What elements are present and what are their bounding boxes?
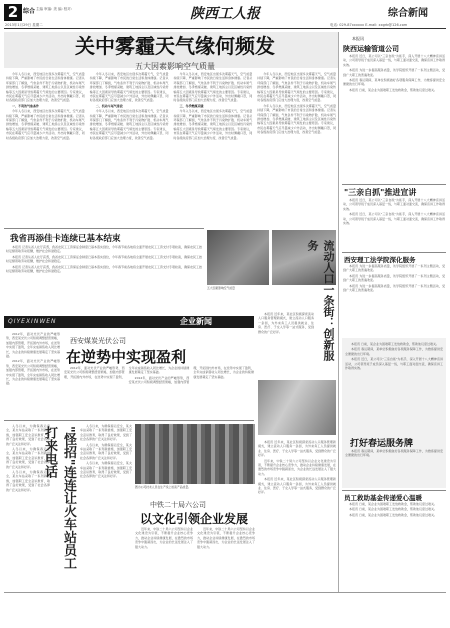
masthead-rule <box>4 28 446 29</box>
left-story-body: 本报讯 记者从省人社厅获悉，我省农民工工资保证金制度已基本落实到位，今年春节前各地将全面开展农民工工资支付专项检查，确保农民工按时足额领取劳动报酬，维护社会和谐稳定。 本报讯 记者从省人社厅获悉，我省农民工工资保证金制度已基本落实到位，今年春节前各地将全面开展农民工工资支付专项检查，确保农民工按时足额领取劳动报酬，维护社会和谐稳定。 本报讯 记者从省人社厅获悉，我省农民工工资保证金制度已基本落实到位，今年春节前各地将全面开展农民工工资支付专项检查，确保农民工按时足额领取劳动报酬，维护社会和谐稳定。 <box>6 245 202 274</box>
enterprise-headline: 在逆势中实现盈利 <box>66 348 187 366</box>
section-title: 综合新闻 <box>388 8 428 19</box>
rule-left-story <box>4 228 204 229</box>
bottom-left-text-b: 入冬以来，为确保春运安全，某火车站采取了一系列新措施，加强职工安全意识教育，取得了良好效果，受到了社会各界的广泛关注和好评。 入冬以来，为确保春运安全，某火车站采取了一系列新措施，加强职工安全意识教育，取得了良好效果，受到了社会各界的广泛关注和好评。 入冬以来，为确保春运安全，某火车站采取了一系列新措施，加强职工安全意识教育，取得了良好效果，受到了社会各界的广泛关注和好评。 <box>80 424 132 479</box>
enterprise-sub: 西安煤炭光伏公司 <box>70 337 126 345</box>
lead-sub2: 二、机动车尾气排放 <box>95 103 123 108</box>
lead-body-col4b: 今年入冬以来，西安地区出现多次雾霾天气，空气质量持续下降，严重影响了市民的日常生活和身体健康。记者从环保部门了解到，气象条件不利于污染物扩散、机动车尾气排放增加、冬季燃煤采暖、建筑工地扬尘以及区域性污染传输等五大因素是导致雾霾天气频发的主要原因。专家建议，市民在雾霾天气应尽量减少户外活动，外出时佩戴口罩，同时各级政府部门应加大治理力度，改善空气质量。 <box>257 103 336 135</box>
right-story2-headline: "三亲自抓"推进宣讲 <box>344 188 417 197</box>
masthead-subline-left: 2013年1月29日 星期二 <box>5 23 43 27</box>
right-story3-body: 本报讯 为进一步提高服务质量，该学院组织开展了一系列主题活动，受到广大职工的普遍欢迎。 本报讯 为进一步提高服务质量，该学院组织开展了一系列主题活动，受到广大职工的普遍欢迎。 本报讯 为进一步提高服务质量，该学院组织开展了一系列主题活动，受到广大职工的普遍欢迎。 <box>343 264 445 293</box>
page-number-box <box>4 4 22 21</box>
bottom-left-text-a: 入冬以来，为确保春运安全，某火车站采取了一系列新措施，加强职工安全意识教育，取得了良好效果，受到了社会各界的广泛关注和好评。 入冬以来，为确保春运安全，某火车站采取了一系列新措施，加强职工安全意识教育，取得了良好效果，受到了社会各界的广泛关注和好评。 入冬以来，为确保春运安全，某火车站采取了一系列新措施，加强职工安全意识教育，取得了良好效果，受到了社会各界的广泛关注和好评。 <box>6 424 50 492</box>
right-story3-headline: 西安理工法学院深化服务 <box>344 256 416 264</box>
masthead-logo: 陕西工人报 <box>190 6 260 22</box>
enterprise-photo <box>135 424 255 484</box>
bottom-page-rule <box>4 592 446 593</box>
bottom-mid-sub: 中铁二十局六公司 <box>150 501 206 509</box>
right-story5-body: 本报讯 日前，某企业为困难职工发放救助金，帮助他们度过难关。 本报讯 日前，某企业为困难职工发放救助金，帮助他们度过难关。 本报讯 日前，某企业为困难职工发放救助金，帮助他们度过难关。 <box>349 502 437 517</box>
page-word: 综合 <box>23 8 36 15</box>
center-right-body: 本报讯 近年来，某社区积极探索流动人口服务管理新模式，建立流动人口服务一条街，为外来务工人员提供就业、住房、医疗、子女入学等一站式服务，受到群众的广泛好评。 近年来，中铁二十局六公司坚持以企业文化建设为引领，不断提升企业核心竞争力，推动企业持续健康发展，在激烈的市场竞争中脱颖而出，为企业的长远发展注入了强大动力。 本报讯 近年来，某社区积极探索流动人口服务管理新模式，建立流动人口服务一条街，为外来务工人员提供就业、住房、医疗、子女入学等一站式服务，受到群众的广泛好评。 <box>258 440 337 495</box>
bottom-mid-headline: 以文化引领企业发展 <box>140 512 249 526</box>
lead-body-col3b: 今年入冬以来，西安地区出现多次雾霾天气，空气质量持续下降，严重影响了市民的日常生活和身体健康。记者从环保部门了解到，气象条件不利于污染物扩散、机动车尾气排放增加、冬季燃煤采暖、建筑工地扬尘以及区域性污染传输等五大因素是导致雾霾天气频发的主要原因。专家建议，市民在雾霾天气应尽量减少户外活动，外出时佩戴口罩，同时各级政府部门应加大治理力度，改善空气质量。 <box>173 109 253 140</box>
masthead-subline-right: 电话: 029-87xxxxxx E-mail: xxgrb@126.com <box>330 23 408 27</box>
vertical-story-title: 流动人口一条街：创新服务 <box>306 240 335 361</box>
rule-vertical-story <box>338 32 339 592</box>
enterprise-banner-en: QIYEXINWEN <box>8 318 57 325</box>
lead-photo-1 <box>207 230 269 285</box>
vertical-story-text: 本报讯 近年来，某社区积极探索流动人口服务管理新模式，建立流动人口服务一条街，为外来务工人员提供就业、住房、医疗、子女入学等一站式服务，受到群众的广泛好评。 <box>258 312 314 334</box>
lead-body-col1b: 今年入冬以来，西安地区出现多次雾霾天气，空气质量持续下降，严重影响了市民的日常生活和身体健康。记者从环保部门了解到，气象条件不利于污染物扩散、机动车尾气排放增加、冬季燃煤采暖、建筑工地扬尘以及区域性污染传输等五大因素是导致雾霾天气频发的主要原因。专家建议，市民在雾霾天气应尽量减少户外活动，外出时佩戴口罩，同时各级政府部门应加大治理力度，改善空气质量。 <box>6 109 85 140</box>
enterprise-body: 2012年，面对光伏产业的严峻形势，西安某光伏公司积极调整经营策略，加强内部管理，开拓国内外市场，在逆势中实现了盈利，全年完成销售收入同比增长，为企业的持续健康发展奠定了坚实基础。 2012年，面对光伏产业的严峻形势，西安某光伏公司积极调整经营策略，加强内部管理，开拓国内外市场，在逆势中实现了盈利，全年完成销售收入同比增长，为企业的持续健康发展奠定了坚实基础。 <box>64 366 254 385</box>
right-story2-body: 本报讯 近日，某公司以"三亲自抓"为抓手，深入开展十八大精神宣讲活动，公司领导班子成员深入基层一线，与职工面对面交流，确保宣讲工作取得实效。 本报讯 近日，某公司以"三亲自抓"为抓手，深入开展十八大精神宣讲活动，公司领导班子成员深入基层一线，与职工面对面交流，确保宣讲工作取得实效。 <box>343 198 446 226</box>
lead-body-col4: 今年入冬以来，西安地区出现多次雾霾天气，空气质量持续下降，严重影响了市民的日常生活和身体健康。记者从环保部门了解到，气象条件不利于污染物扩散、机动车尾气排放增加、冬季燃煤采暖、建筑工地扬尘以及区域性污染传输等五大因素是导致雾霾天气频发的主要原因。专家建议，市民在雾霾天气应尽量减少户外活动，外出时佩戴口罩，同时各级政府部门应加大治理力度，改善空气质量。 <box>257 72 336 103</box>
right-box-body: 本报讯 日前，某企业为困难职工发放救助金，帮助他们度过难关。 本报讯 春运期间，某单位积极做好各项服务保障工作，为旅客提供安全便捷的出行环境。 本报讯 近日，某公司以"三亲自抓"为抓手，深入开展十八大精神宣讲活动，公司领导班子成员深入基层一线，与职工面对面交流，确保宣讲工作取得实效。 <box>345 342 443 371</box>
lead-body-col2: 今年入冬以来，西安地区出现多次雾霾天气，空气质量持续下降，严重影响了市民的日常生活和身体健康。记者从环保部门了解到，气象条件不利于污染物扩散、机动车尾气排放增加、冬季燃煤采暖、建筑工地扬尘以及区域性污染传输等五大因素是导致雾霾天气频发的主要原因。专家建议，市民在雾霾天气应尽量减少户外活动，外出时佩戴口罩，同时各级政府部门应加大治理力度，改善空气质量。 <box>89 72 169 103</box>
right-rule-1 <box>342 184 446 185</box>
page-number: 2 <box>7 3 19 21</box>
lead-body-col1: 今年入冬以来，西安地区出现多次雾霾天气，空气质量持续下降，严重影响了市民的日常生活和身体健康。记者从环保部门了解到，气象条件不利于污染物扩散、机动车尾气排放增加、冬季燃煤采暖、建筑工地扬尘以及区域性污染传输等五大因素是导致雾霾天气频发的主要原因。专家建议，市民在雾霾天气应尽量减少户外活动，外出时佩戴口罩，同时各级政府部门应加大治理力度，改善空气质量。 <box>6 72 85 103</box>
editor-line: 主编 审编: 美 编: 校对: <box>36 7 72 11</box>
enterprise-left-col: 2012年，面对光伏产业的严峻形势，西安某光伏公司积极调整经营策略，加强内部管理，开拓国内外市场，在逆势中实现了盈利，全年完成销售收入同比增长，为企业的持续健康发展奠定了坚实基础。 2012年，面对光伏产业的严峻形势，西安某光伏公司积极调整经营策略，加强内部管理，开拓国内外市场，在逆势中实现了盈利，全年完成销售收入同比增长，为企业的持续健康发展奠定了坚实基础。 <box>6 332 61 386</box>
lead-headline: 关中雾霾天气缘何频发 <box>75 34 275 58</box>
right-rule-3 <box>342 490 446 491</box>
right-story4-body: 本报讯 春运期间，某单位积极做好各项服务保障工作，为旅客提供安全便捷的出行环境。 <box>345 449 443 458</box>
lead-sub3: 三、冬季燃煤采暖 <box>179 103 204 108</box>
right-top-body: 本报讯 近日，某公司以"三亲自抓"为抓手，深入开展十八大精神宣讲活动，公司领导班子成员深入基层一线，与职工面对面交流，确保宣讲工作取得实效。 本报讯 为进一步提高服务质量，该学院组织开展了一系列主题活动，受到广大职工的普遍欢迎。 本报讯 春运期间，某单位积极做好各项服务保障工作，为旅客提供安全便捷的出行环境。 本报讯 日前，某企业为困难职工发放救助金，帮助他们度过难关。 <box>343 54 446 92</box>
lead-subhead: 五大因素影响空气质量 <box>135 62 215 71</box>
right-story4-headline: 打好春运服务牌 <box>350 439 414 449</box>
lead-body-col2b: 今年入冬以来，西安地区出现多次雾霾天气，空气质量持续下降，严重影响了市民的日常生活和身体健康。记者从环保部门了解到，气象条件不利于污染物扩散、机动车尾气排放增加、冬季燃煤采暖、建筑工地扬尘以及区域性污染传输等五大因素是导致雾霾天气频发的主要原因。专家建议，市民在雾霾天气应尽量减少户外活动，外出时佩戴口罩，同时各级政府部门应加大治理力度，改善空气质量。 <box>89 109 169 140</box>
enterprise-photo-caption: 图为公司技术人员在生产线上检查产品质量。 <box>135 485 191 489</box>
bottom-mid-body: 近年来，中铁二十局六公司坚持以企业文化建设为引领，不断提升企业核心竞争力，推动企业持续健康发展，在激烈的市场竞争中脱颖而出，为企业的长远发展注入了强大动力。 近年来，中铁二十局六公司坚持以企业文化建设为引领，不断提升企业核心竞争力，推动企业持续健康发展，在激烈的市场竞争中脱颖而出，为企业的长远发展注入了强大动力。 <box>135 527 255 549</box>
bottom-left-vertical-title: "怪招"连连让火车站员工打来电话 <box>42 426 76 570</box>
right-story5-headline: 员工救助基金传递爱心温暖 <box>344 494 422 502</box>
rule-bottom <box>4 420 254 421</box>
lead-sub1: 一、不利的气象条件 <box>12 103 40 108</box>
enterprise-banner-label: 企业新闻 <box>180 317 212 326</box>
left-story-headline: 我省再添佳卡连续已基本结束 <box>10 234 121 244</box>
lead-photo-caption: 五大因素影响空气质量 <box>207 286 235 290</box>
lead-columns <box>6 72 336 227</box>
lead-body-col3: 今年入冬以来，西安地区出现多次雾霾天气，空气质量持续下降，严重影响了市民的日常生活和身体健康。记者从环保部门了解到，气象条件不利于污染物扩散、机动车尾气排放增加、冬季燃煤采暖、建筑工地扬尘以及区域性污染传输等五大因素是导致雾霾天气频发的主要原因。专家建议，市民在雾霾天气应尽量减少户外活动，外出时佩戴口罩，同时各级政府部门应加大治理力度，改善空气质量。 <box>173 72 253 103</box>
right-label: 本报讯 <box>352 36 364 41</box>
center-photo <box>258 380 336 435</box>
right-top-headline: 陕西运输管道公司 <box>343 45 399 53</box>
right-rule-2 <box>342 252 446 253</box>
